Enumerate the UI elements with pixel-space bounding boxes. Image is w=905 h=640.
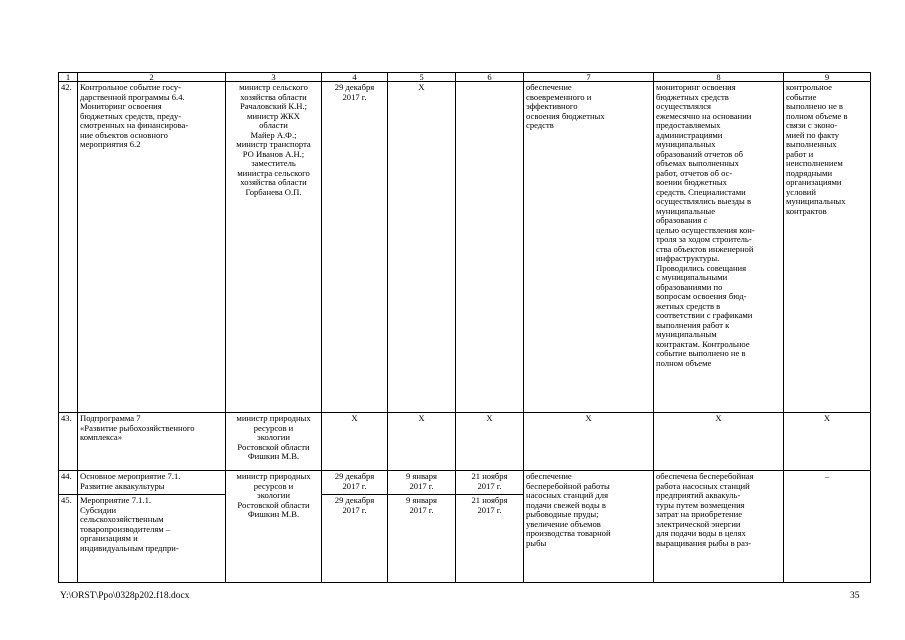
file-path: Y:\ORST\Ppo\0328p202.f18.docx — [60, 591, 190, 601]
table-row — [59, 82, 871, 413]
column-number-row — [59, 73, 871, 82]
reasons: – — [784, 471, 871, 583]
actual-start: 9 января 2017 г. — [388, 495, 456, 583]
event-name: Основное мероприятие 7.1. Развитие аквакультуры — [78, 471, 226, 495]
planned-result: обеспечение своевременного и эффективного освоения бюджетных средств — [524, 82, 654, 413]
event-name: Мероприятие 7.1.1. Субсидии сельскохозяйственным товаропроизводителям – организациям и индивидуальным предпри- — [78, 495, 226, 583]
planned-result: X — [524, 413, 654, 471]
row-number: 43. — [59, 413, 78, 471]
planned-date: 29 декабря 2017 г. — [322, 471, 388, 495]
event-name: Подпрограмма 7 «Развитие рыбохозяйственного комплекса» — [78, 413, 226, 471]
header-cell: 2 — [78, 73, 226, 82]
header-cell: 8 — [654, 73, 784, 82]
table-row — [59, 413, 871, 471]
actual-start: X — [388, 413, 456, 471]
planned-date: 29 декабря 2017 г. — [322, 82, 388, 413]
header-cell: 3 — [226, 73, 322, 82]
header-cell: 7 — [524, 73, 654, 82]
row-number: 45. — [59, 495, 78, 583]
planned-date: X — [322, 413, 388, 471]
planned-result: обеспечение бесперебойной работы насосных станций для подачи свежей воды в рыбоводные пруды; увеличение объемов производства товарной рыбы — [524, 471, 654, 583]
header-cell: 9 — [784, 73, 871, 82]
page-number: 35 — [850, 591, 860, 601]
row-number: 44. — [59, 471, 78, 495]
header-cell: 5 — [388, 73, 456, 82]
responsible: министр природных ресурсов и экологии Ростовской области Фишкин М.В. — [226, 471, 322, 583]
event-name: Контрольное событие госу- дарственной программы 6.4. Мониторинг освоения бюджетных средств, преду- смотренных на финансирова- ние объектов основного мероприятия 6.2 — [78, 82, 226, 413]
header-cell: 4 — [322, 73, 388, 82]
reasons: контрольное событие выполнено не в полном объеме в связи с эконо- мией по факту выполненных работ и неисполнением подрядными организациями условий муниципальных контрактов — [784, 82, 871, 413]
table-row — [59, 471, 871, 495]
reasons: X — [784, 413, 871, 471]
actual-end: 21 ноября 2017 г. — [456, 495, 524, 583]
actual-end — [456, 82, 524, 413]
actual-result: мониторинг освоения бюджетных средств осуществлялся ежемесячно на основании предоставляемых администрациями муниципальных образований отчетов об объемах выполненных работ, отчетов об ос- воении бюджетных средств. Специалистами осуществлялись выезды в муниципальные образования с целью осуществления кон- троля за ходом строитель- ства объектов инженерной инфраструктуры. Проводились совещания с муниципальными образованиями по вопросам освоения бюд- жетных средств в соответствии с графиками выполнения работ к муниципальным контрактам. Контрольное событие выполнено не в полном объеме — [654, 82, 784, 413]
actual-end: X — [456, 413, 524, 471]
header-cell: 1 — [59, 73, 78, 82]
program-report-table — [58, 72, 871, 583]
actual-end: 21 ноября 2017 г. — [456, 471, 524, 495]
actual-result: обеспечена бесперебойная работа насосных станций предприятий аквакуль- туры путем возмещения затрат на приобретение электрической энергии для подачи воды в целях выращивания рыбы в раз- — [654, 471, 784, 583]
actual-result: X — [654, 413, 784, 471]
responsible: министр сельского хозяйства области Рачаловский К.Н.; министр ЖКХ области Майер А.Ф.; министр транспорта РО Иванов А.Н.; заместитель министра сельского хозяйства области Горбанева О.П. — [226, 82, 322, 413]
actual-start: X — [388, 82, 456, 413]
planned-date: 29 декабря 2017 г. — [322, 495, 388, 583]
row-number: 42. — [59, 82, 78, 413]
actual-start: 9 января 2017 г. — [388, 471, 456, 495]
header-cell: 6 — [456, 73, 524, 82]
responsible: министр природных ресурсов и экологии Ростовской области Фишкин М.В. — [226, 413, 322, 471]
